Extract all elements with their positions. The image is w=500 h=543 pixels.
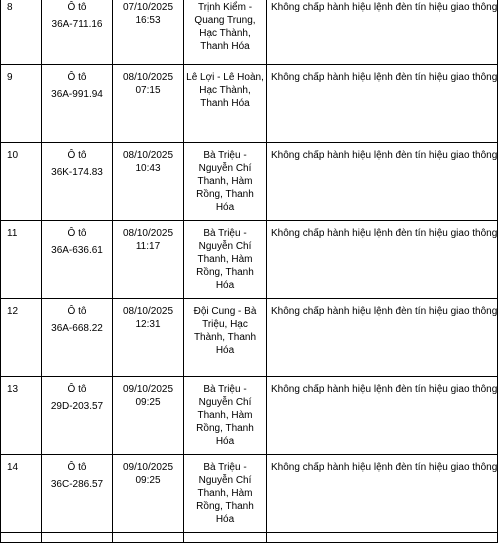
table-row [1, 377, 498, 455]
violation-time: 16:53 [135, 15, 161, 26]
row-number: 9 [1, 65, 42, 143]
table-row [1, 143, 498, 221]
location-cell: Lê Lợi - Lê Hoàn, Hạc Thành, Thanh Hóa [184, 65, 267, 143]
datetime-cell [113, 65, 184, 143]
datetime-cell [113, 143, 184, 221]
violation-time: 09:25 [135, 397, 161, 408]
row-number: 14 [1, 455, 42, 533]
location-cell: Bà Triệu - Nguyễn Chí Thanh, Hàm Rồng, Thanh Hóa [184, 221, 267, 299]
datetime-cell [113, 221, 184, 299]
row-number: 10 [1, 143, 42, 221]
table-row [1, 65, 498, 143]
license-plate: 36C-286.57 [50, 479, 104, 490]
vehicle-type: Ô tô [67, 150, 87, 161]
license-plate: 36A-668.22 [51, 323, 103, 334]
violation-cell: Không chấp hành hiệu lệnh đèn tín hiệu giao thông [267, 0, 498, 65]
violations-table-body [1, 0, 498, 543]
table-row [1, 455, 498, 533]
violation-date: 08/10/2025 [122, 72, 174, 83]
vehicle-cell [42, 377, 113, 455]
vehicle-cell [42, 299, 113, 377]
violation-date: 09/10/2025 [122, 384, 174, 395]
datetime-cell [113, 455, 184, 533]
violation-cell: Không chấp hành hiệu lệnh đèn tín hiệu giao thông [267, 455, 498, 533]
vehicle-cell [42, 455, 113, 533]
license-plate: 36A-636.61 [51, 245, 103, 256]
location-cell: Bà Triệu - Nguyễn Chí Thanh, Hàm Rồng, Thanh Hóa [184, 455, 267, 533]
violation-date: 08/10/2025 [122, 228, 174, 239]
vehicle-type: Ô tô [67, 384, 87, 395]
violation-cell: Không chấp hành hiệu lệnh đèn tín hiệu giao thông [267, 143, 498, 221]
license-plate: 29D-203.57 [50, 401, 104, 412]
location-cell: Trịnh Kiểm - Quang Trung, Hạc Thành, Thanh Hóa [184, 0, 267, 65]
location-cell: Đội Cung - Bà Triệu, Hạc Thành, Thanh Hóa [184, 299, 267, 377]
table-row [1, 0, 498, 65]
datetime-cell [113, 377, 184, 455]
datetime-cell [113, 0, 184, 65]
table-row [1, 299, 498, 377]
vehicle-cell [42, 143, 113, 221]
datetime-cell [113, 299, 184, 377]
vehicle-cell [42, 65, 113, 143]
row-number: 11 [1, 221, 42, 299]
violation-cell: Không chấp hành hiệu lệnh đèn tín hiệu giao thông [267, 299, 498, 377]
license-plate: 36K-174.83 [51, 167, 103, 178]
table-row [1, 221, 498, 299]
violation-date: 08/10/2025 [122, 306, 174, 317]
violation-time: 12:31 [135, 319, 161, 330]
vehicle-type: Ô tô [67, 2, 87, 13]
license-plate: 36A-991.94 [51, 89, 103, 100]
vehicle-cell [42, 221, 113, 299]
violation-date: 07/10/2025 [122, 2, 174, 13]
violation-date: 09/10/2025 [122, 462, 174, 473]
violation-time: 07:15 [135, 85, 161, 96]
violation-cell: Không chấp hành hiệu lệnh đèn tín hiệu giao thông [267, 221, 498, 299]
violation-date: 08/10/2025 [122, 150, 174, 161]
license-plate: 36A-711.16 [51, 19, 103, 30]
row-number: 12 [1, 299, 42, 377]
vehicle-type: Ô tô [67, 72, 87, 83]
vehicle-type: Ô tô [67, 462, 87, 473]
violation-time: 10:43 [135, 163, 161, 174]
violation-time: 11:17 [135, 241, 161, 252]
violation-cell: Không chấp hành hiệu lệnh đèn tín hiệu giao thông [267, 65, 498, 143]
vehicle-type: Ô tô [67, 306, 87, 317]
vehicle-cell [42, 0, 113, 65]
location-cell: Bà Triệu - Nguyễn Chí Thanh, Hàm Rồng, Thanh Hóa [184, 143, 267, 221]
vehicle-type: Ô tô [67, 228, 87, 239]
row-number: 13 [1, 377, 42, 455]
row-number: 8 [1, 0, 42, 65]
table-row-partial [1, 533, 498, 543]
violation-time: 09:25 [135, 475, 161, 486]
location-cell: Bà Triệu - Nguyễn Chí Thanh, Hàm Rồng, Thanh Hóa [184, 377, 267, 455]
violation-cell: Không chấp hành hiệu lệnh đèn tín hiệu giao thông [267, 377, 498, 455]
